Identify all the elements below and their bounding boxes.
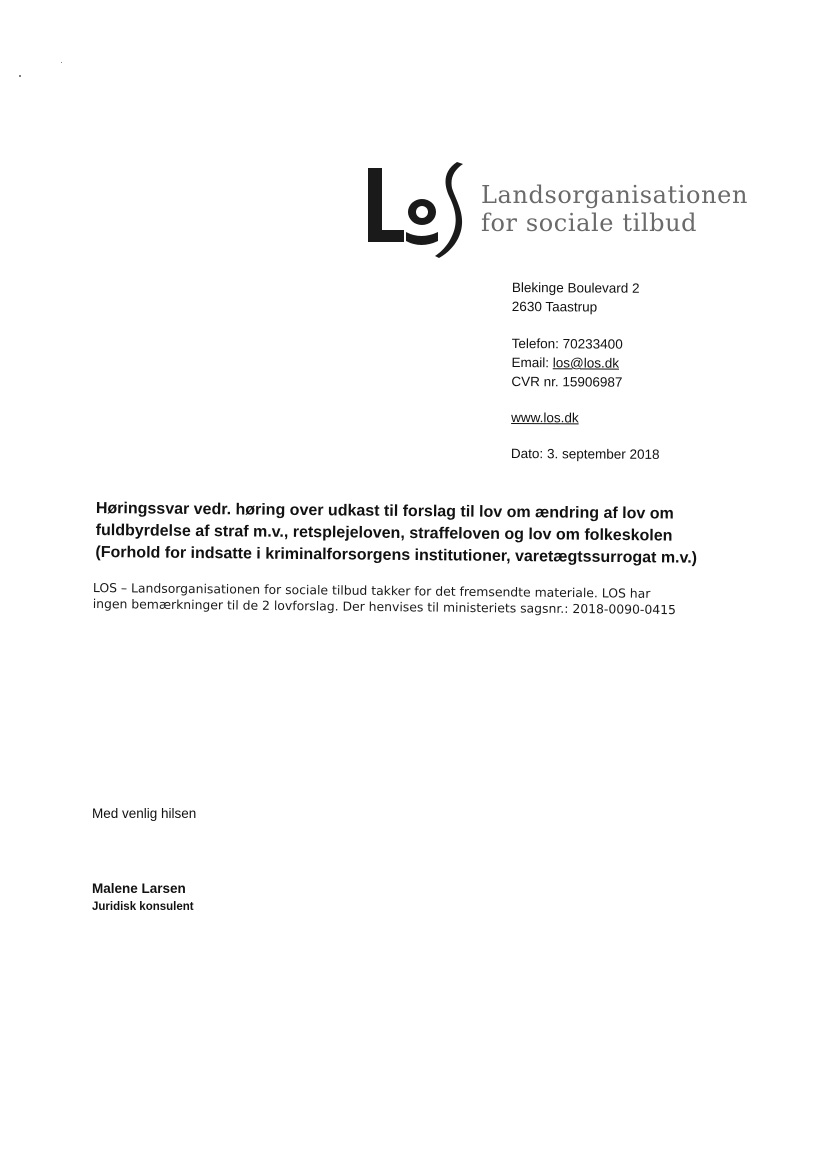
cvr-row [511, 372, 660, 392]
date-row [511, 444, 660, 464]
phone-label: Telefon: [511, 335, 559, 352]
body-paragraph [93, 580, 676, 618]
body-line2: ingen bemærkninger til de 2 lovforslag. Der henvises til ministeriets sagsnr.: 2018-0090-0415 [92, 595, 676, 618]
signature-name: Malene Larsen [92, 881, 186, 896]
los-logo-mark [366, 158, 476, 258]
subject-heading [95, 498, 736, 570]
date-label: Dato: [510, 445, 544, 462]
address-line2: 2630 Taastrup [511, 298, 598, 315]
scan-speck [61, 62, 62, 63]
signature-title: Juridisk konsulent [92, 901, 194, 913]
email-link[interactable]: los@los.dk [552, 355, 620, 371]
email-label: Email: [511, 354, 550, 371]
cvr-label: CVR nr. [511, 373, 559, 390]
address-line1: Blekinge Boulevard 2 [511, 279, 640, 296]
org-name-line2: for sociale tilbud [481, 209, 698, 237]
org-name-line1: Landsorganisationen [481, 181, 749, 209]
phone-value: 70233400 [562, 336, 623, 352]
scan-speck [19, 75, 21, 77]
date-value: 3. september 2018 [546, 446, 660, 462]
subject-line1: Høringssvar vedr. høring over udkast til forslag til lov om ændring af lov om [95, 499, 674, 523]
website-link[interactable]: www.los.dk [511, 409, 579, 426]
cvr-value: 15906987 [562, 374, 623, 390]
contact-block [511, 278, 661, 464]
los-logo [366, 158, 476, 258]
closing-greeting: Med venlig hilsen [92, 806, 197, 821]
email-row [511, 353, 660, 373]
body-line1: LOS – Landsorganisationen for sociale tilbud takker for det fremsendte materiale. LOS har [92, 580, 651, 601]
org-name [481, 181, 748, 237]
phone-row [512, 334, 661, 354]
subject-line2: fuldbyrdelse af straf m.v., retsplejeloven, straffeloven og lov om folkeskolen [95, 521, 673, 545]
subject-line3: (Forhold for indsatte i kriminalforsorgens institutioner, varetægtssurrogat m.v.) [95, 543, 698, 567]
